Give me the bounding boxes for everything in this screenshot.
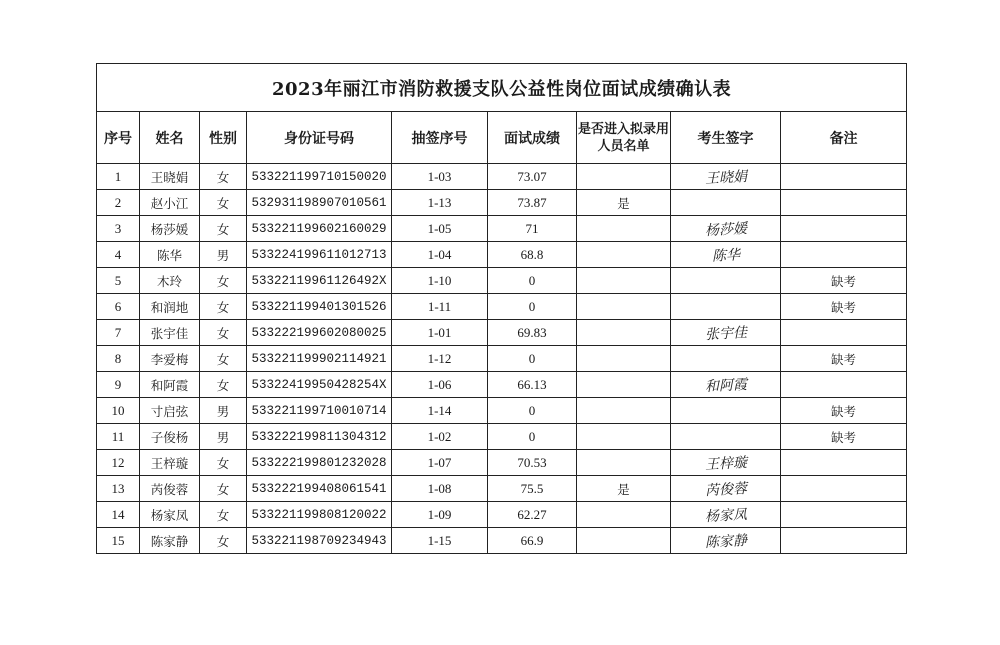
cell-signature: [671, 476, 781, 502]
handwritten-signature: 张宇佳: [704, 324, 747, 343]
cell-no: 9: [97, 372, 140, 398]
cell-note: 缺考: [781, 398, 907, 424]
header-row: [97, 112, 907, 164]
cell-note: [781, 242, 907, 268]
cell-name: 王梓璇: [140, 450, 200, 476]
cell-id: 53322419950428254X: [247, 372, 392, 398]
handwritten-signature: 芮俊蓉: [704, 480, 747, 499]
cell-no: 5: [97, 268, 140, 294]
cell-hire: [577, 398, 671, 424]
table-row: [97, 424, 907, 450]
cell-signature: [671, 216, 781, 242]
cell-id: 533222199602080025: [247, 320, 392, 346]
table-row: [97, 450, 907, 476]
cell-no: 15: [97, 528, 140, 554]
score-table: [96, 63, 907, 554]
cell-no: 12: [97, 450, 140, 476]
cell-name: 和阿霞: [140, 372, 200, 398]
cell-draw: 1-05: [392, 216, 488, 242]
cell-draw: 1-09: [392, 502, 488, 528]
handwritten-signature: 王晓娟: [704, 168, 747, 187]
cell-signature: [671, 164, 781, 190]
cell-score: 73.87: [488, 190, 577, 216]
cell-note: 缺考: [781, 268, 907, 294]
cell-draw: 1-02: [392, 424, 488, 450]
cell-note: 缺考: [781, 424, 907, 450]
cell-note: [781, 320, 907, 346]
header-no: 序号: [97, 112, 140, 164]
cell-id: 533221199808120022: [247, 502, 392, 528]
cell-score: 0: [488, 398, 577, 424]
cell-no: 6: [97, 294, 140, 320]
cell-no: 3: [97, 216, 140, 242]
cell-no: 8: [97, 346, 140, 372]
cell-draw: 1-15: [392, 528, 488, 554]
cell-signature: [671, 502, 781, 528]
cell-hire: [577, 346, 671, 372]
header-sign: 考生签字: [671, 112, 781, 164]
cell-no: 11: [97, 424, 140, 450]
cell-id: 533224199611012713: [247, 242, 392, 268]
cell-id: 533221199902114921: [247, 346, 392, 372]
cell-score: 0: [488, 424, 577, 450]
cell-id: 533222199408061541: [247, 476, 392, 502]
cell-no: 7: [97, 320, 140, 346]
cell-draw: 1-11: [392, 294, 488, 320]
cell-gender: 女: [200, 320, 247, 346]
cell-draw: 1-14: [392, 398, 488, 424]
table-row: [97, 528, 907, 554]
cell-gender: 女: [200, 268, 247, 294]
cell-name: 芮俊蓉: [140, 476, 200, 502]
cell-id: 533221199401301526: [247, 294, 392, 320]
cell-note: 缺考: [781, 346, 907, 372]
cell-no: 10: [97, 398, 140, 424]
cell-id: 532931198907010561: [247, 190, 392, 216]
cell-score: 0: [488, 294, 577, 320]
cell-signature: [671, 450, 781, 476]
header-draw: 抽签序号: [392, 112, 488, 164]
cell-note: [781, 528, 907, 554]
table-row: [97, 502, 907, 528]
handwritten-signature: 陈家静: [704, 532, 747, 551]
cell-note: [781, 476, 907, 502]
cell-gender: 女: [200, 476, 247, 502]
cell-no: 14: [97, 502, 140, 528]
header-hire: 是否进入拟录用人员名单: [577, 112, 671, 164]
cell-hire: [577, 424, 671, 450]
cell-signature: [671, 320, 781, 346]
cell-score: 62.27: [488, 502, 577, 528]
cell-name: 寸启弦: [140, 398, 200, 424]
handwritten-signature: 和阿霞: [704, 376, 747, 395]
cell-score: 69.83: [488, 320, 577, 346]
cell-gender: 女: [200, 502, 247, 528]
cell-name: 王晓娟: [140, 164, 200, 190]
table-row: [97, 476, 907, 502]
table-body: [97, 164, 907, 554]
cell-id: 533222199811304312: [247, 424, 392, 450]
cell-id: 533221198709234943: [247, 528, 392, 554]
cell-name: 子俊杨: [140, 424, 200, 450]
cell-signature: [671, 190, 781, 216]
table-row: [97, 268, 907, 294]
cell-hire: [577, 242, 671, 268]
cell-gender: 女: [200, 346, 247, 372]
cell-note: 缺考: [781, 294, 907, 320]
cell-draw: 1-10: [392, 268, 488, 294]
cell-name: 杨莎媛: [140, 216, 200, 242]
cell-draw: 1-08: [392, 476, 488, 502]
cell-no: 13: [97, 476, 140, 502]
cell-score: 66.13: [488, 372, 577, 398]
cell-draw: 1-03: [392, 164, 488, 190]
cell-no: 2: [97, 190, 140, 216]
cell-name: 陈华: [140, 242, 200, 268]
cell-signature: [671, 294, 781, 320]
cell-note: [781, 372, 907, 398]
cell-score: 70.53: [488, 450, 577, 476]
cell-hire: 是: [577, 476, 671, 502]
cell-id: 533222199801232028: [247, 450, 392, 476]
header-name: 姓名: [140, 112, 200, 164]
table-row: [97, 216, 907, 242]
table-row: [97, 294, 907, 320]
cell-signature: [671, 372, 781, 398]
handwritten-signature: 杨莎媛: [704, 220, 747, 239]
cell-signature: [671, 398, 781, 424]
cell-name: 陈家静: [140, 528, 200, 554]
cell-hire: [577, 502, 671, 528]
cell-name: 杨家凤: [140, 502, 200, 528]
cell-id: 533221199602160029: [247, 216, 392, 242]
cell-gender: 女: [200, 528, 247, 554]
handwritten-signature: 杨家凤: [704, 506, 747, 525]
cell-hire: [577, 294, 671, 320]
table-row: [97, 164, 907, 190]
cell-gender: 女: [200, 164, 247, 190]
cell-gender: 男: [200, 398, 247, 424]
cell-hire: [577, 216, 671, 242]
cell-score: 0: [488, 268, 577, 294]
header-note: 备注: [781, 112, 907, 164]
cell-gender: 男: [200, 424, 247, 450]
cell-gender: 女: [200, 450, 247, 476]
table-row: [97, 190, 907, 216]
cell-note: [781, 502, 907, 528]
cell-draw: 1-13: [392, 190, 488, 216]
cell-gender: 女: [200, 216, 247, 242]
cell-draw: 1-07: [392, 450, 488, 476]
cell-draw: 1-12: [392, 346, 488, 372]
table-row: [97, 320, 907, 346]
cell-score: 68.8: [488, 242, 577, 268]
cell-draw: 1-06: [392, 372, 488, 398]
cell-note: [781, 190, 907, 216]
cell-id: 533221199710150020: [247, 164, 392, 190]
table-row: [97, 346, 907, 372]
table-row: [97, 242, 907, 268]
cell-name: 张宇佳: [140, 320, 200, 346]
cell-gender: 男: [200, 242, 247, 268]
cell-note: [781, 450, 907, 476]
cell-signature: [671, 268, 781, 294]
cell-draw: 1-01: [392, 320, 488, 346]
cell-gender: 女: [200, 372, 247, 398]
header-id: 身份证号码: [247, 112, 392, 164]
cell-no: 1: [97, 164, 140, 190]
cell-hire: [577, 268, 671, 294]
cell-signature: [671, 424, 781, 450]
score-confirmation-sheet: [96, 63, 906, 554]
cell-signature: [671, 242, 781, 268]
cell-hire: [577, 528, 671, 554]
cell-name: 和润地: [140, 294, 200, 320]
cell-score: 0: [488, 346, 577, 372]
cell-name: 赵小江: [140, 190, 200, 216]
document-title: 2023年丽江市消防救援支队公益性岗位面试成绩确认表: [97, 64, 907, 112]
cell-gender: 女: [200, 294, 247, 320]
cell-hire: [577, 372, 671, 398]
cell-draw: 1-04: [392, 242, 488, 268]
cell-score: 66.9: [488, 528, 577, 554]
table-row: [97, 398, 907, 424]
handwritten-signature: 陈华: [711, 246, 740, 265]
cell-hire: [577, 320, 671, 346]
cell-id: 53322119961126492X: [247, 268, 392, 294]
table-row: [97, 372, 907, 398]
cell-hire: [577, 164, 671, 190]
cell-hire: [577, 450, 671, 476]
handwritten-signature: 王梓璇: [704, 454, 747, 473]
cell-id: 533221199710010714: [247, 398, 392, 424]
cell-name: 木玲: [140, 268, 200, 294]
cell-no: 4: [97, 242, 140, 268]
cell-note: [781, 164, 907, 190]
cell-score: 75.5: [488, 476, 577, 502]
cell-note: [781, 216, 907, 242]
cell-hire: 是: [577, 190, 671, 216]
cell-gender: 女: [200, 190, 247, 216]
cell-score: 71: [488, 216, 577, 242]
cell-name: 李爱梅: [140, 346, 200, 372]
cell-signature: [671, 346, 781, 372]
cell-score: 73.07: [488, 164, 577, 190]
header-score: 面试成绩: [488, 112, 577, 164]
cell-signature: [671, 528, 781, 554]
header-gender: 性别: [200, 112, 247, 164]
